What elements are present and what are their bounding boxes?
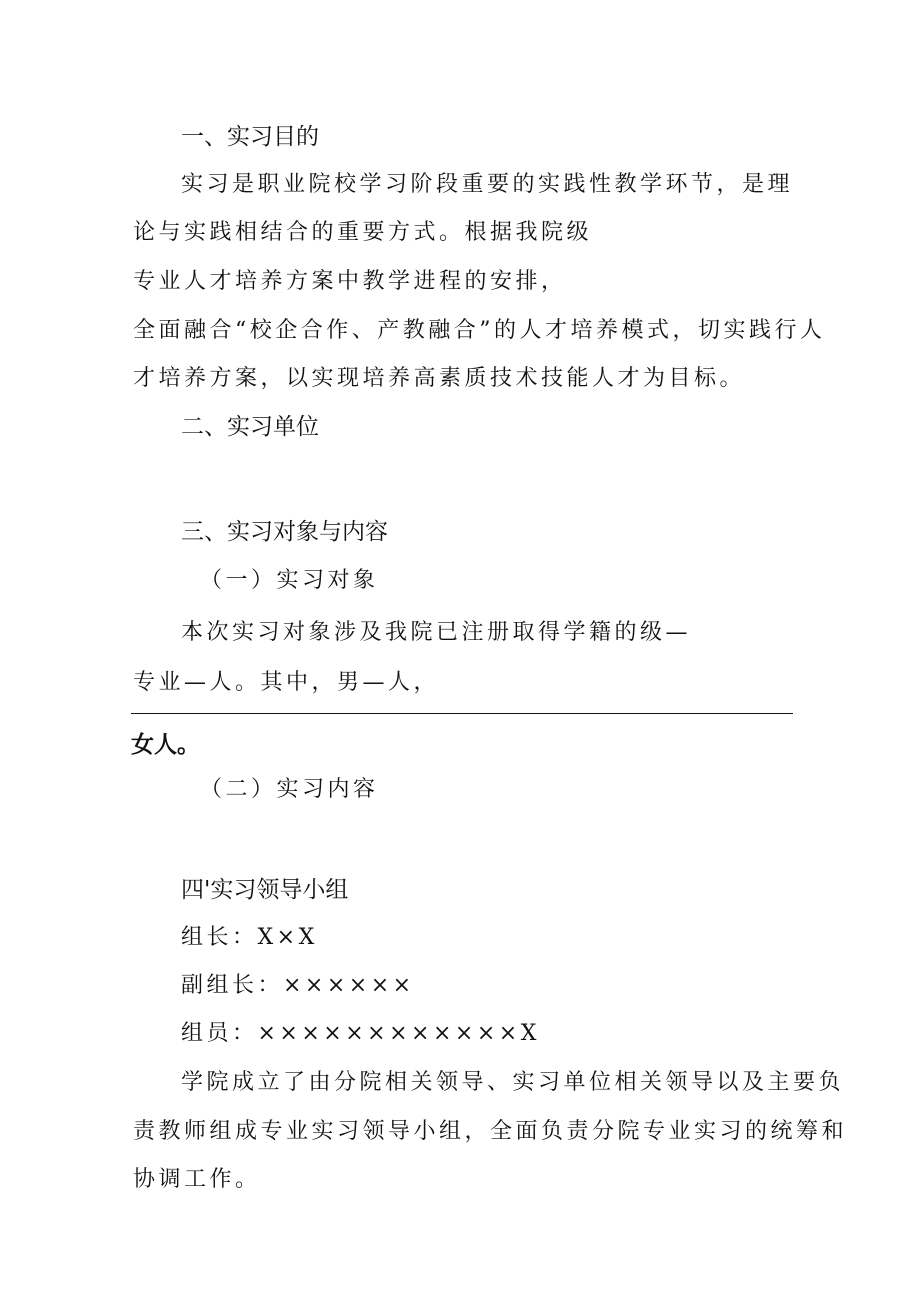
paragraph-line: 责教师组成专业实习领导小组，全面负责分院专业实习的统筹和 [133, 1119, 848, 1144]
paragraph-line: 实习是职业院校学习阶段重要的实践性教学环节，是理 [181, 172, 794, 197]
section-heading-leadership: 四'实习领导小组 [181, 877, 349, 903]
paragraph-line: 全面融合“校企合作、产教融合”的人才培养模式，切实践行人 [133, 318, 826, 343]
blank-underline [131, 713, 793, 714]
paragraph-line: 论与实践相结合的重要方式。根据我院级 [133, 220, 593, 245]
leader-line: 组长：X×X [181, 925, 318, 950]
paragraph-line: 学院成立了由分院相关领导、实习单位相关领导以及主要负 [181, 1070, 845, 1095]
deputy-leader-line: 副组长：×××××× [181, 973, 415, 998]
paragraph-line: 才培养方案，以实现培养高素质技术技能人才为目标。 [133, 366, 746, 391]
paragraph-line: 专业—人。其中，男—人， [133, 670, 440, 695]
paragraph-line: 本次实习对象涉及我院已注册取得学籍的级— [181, 620, 692, 645]
paragraph-line: 协调工作。 [133, 1167, 261, 1192]
paragraph-line: 专业人才培养方案中教学进程的安排， [133, 269, 567, 294]
section-heading-target-content: 三、实习对象与内容 [181, 519, 388, 545]
paragraph-line: 女人。 [131, 732, 200, 758]
members-line: 组员：××××××××××××X [181, 1021, 540, 1046]
section-heading-unit: 二、实习单位 [181, 414, 319, 440]
subheading-target: （一）实习对象 [200, 568, 379, 593]
subheading-content: （二）实习内容 [200, 777, 379, 802]
section-heading-purpose: 一、实习目的 [181, 124, 319, 150]
